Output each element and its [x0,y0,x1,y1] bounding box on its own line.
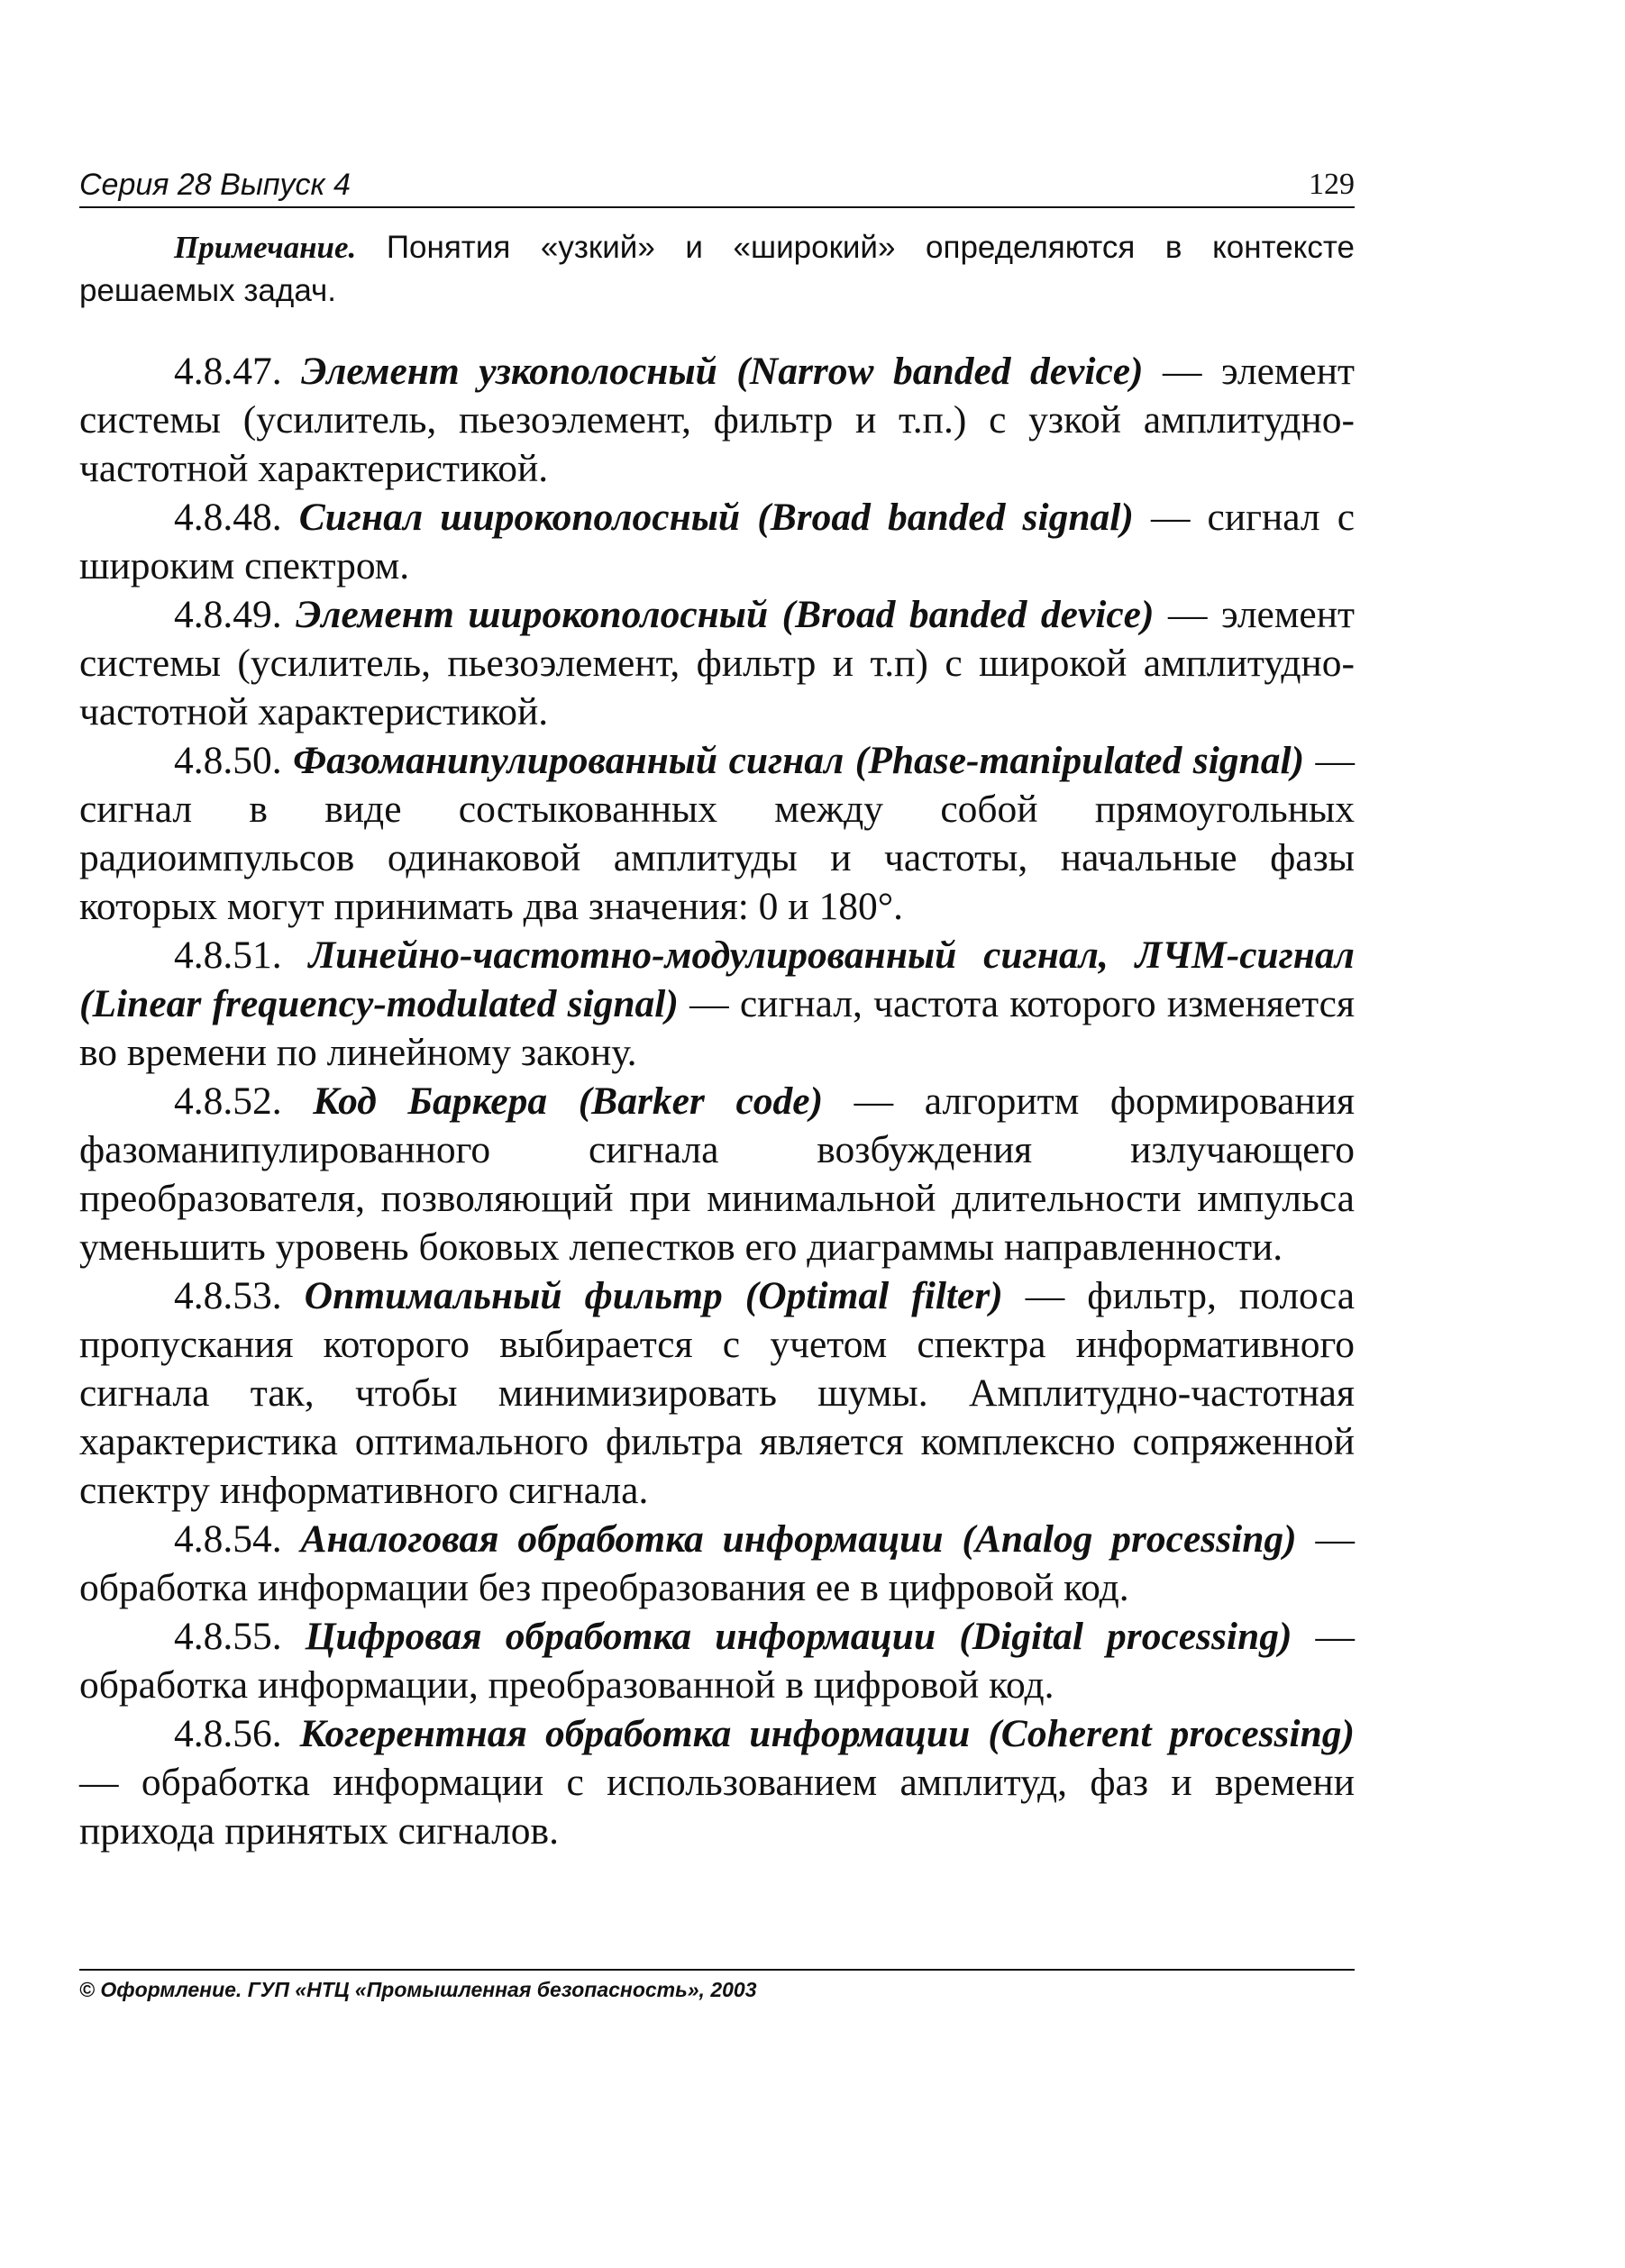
entry-definition: — обработка информации без преобразования ее в цифровой код. [79,1517,1356,1609]
definition-entry [79,347,1355,493]
note-paragraph [79,226,1355,313]
entry-definition: — элемент системы (усилитель, пьезоэлемент, фильтр и т.п.) с узкой амплитудно-частотной характеристикой. [79,350,1356,490]
definition-entry [79,1271,1355,1515]
entry-definition: — фильтр, полоса пропускания которого выбирается с учетом спектра информативного сигнала так, чтобы минимизировать шумы. Амплитудно-частотная характеристика оптимального фильтра является комплексно сопряженной спектру информативного сигнала. [79,1274,1356,1512]
entry-definition: — сигнал с широким спектром. [79,496,1356,587]
entry-term: Элемент узкополосный (Narrow banded device) [301,350,1144,393]
entry-term: Линейно-частотно-модулированный сигнал, ЛЧМ-сигнал (Linear frequency-modulated signal) [79,934,1355,1025]
entry-number: 4.8.50. [174,739,282,782]
definition-entry [79,590,1355,736]
entry-definition: — сигнал, частота которого изменяется во времени по линейному закону. [79,982,1355,1074]
entry-number: 4.8.56. [174,1712,282,1755]
entry-number: 4.8.51. [174,934,282,977]
entry-definition: — элемент системы (усилитель, пьезоэлемент, фильтр и т.п) с широкой амплитудно-частотной характеристикой. [79,593,1355,733]
entry-term: Фазоманипулированный сигнал (Phase-manipulated signal) [293,739,1305,782]
note-label: Примечание. [174,230,357,265]
page-header [79,167,1355,208]
entry-term: Оптимальный фильтр (Optimal filter) [304,1274,1003,1317]
entry-term: Когерентная обработка информации (Coherent processing) [299,1712,1356,1755]
entry-number: 4.8.48. [174,496,282,539]
entry-term: Сигнал широкополосный (Broad banded signal) [298,496,1134,539]
entry-number: 4.8.55. [174,1615,282,1658]
entry-number: 4.8.54. [174,1517,282,1561]
copyright-text: © Оформление. ГУП «НТЦ «Промышленная безопасность», 2003 [79,1978,757,2001]
entry-definition: — алгоритм формирования фазоманипулированного сигнала возбуждения излучающего преобразователя, позволяющий при минимальной длительности импульса уменьшить уровень боковых лепестков его диаграммы направленности. [79,1079,1355,1269]
entry-number: 4.8.47. [174,350,282,393]
definition-entry [79,493,1355,590]
entry-number: 4.8.53. [174,1274,282,1317]
definition-list [79,347,1355,1855]
entry-number: 4.8.49. [174,593,282,636]
entry-definition: — обработка информации, преобразованной в цифровой код. [79,1615,1356,1707]
entry-term: Код Баркера (Barker code) [313,1079,824,1123]
definition-entry [79,931,1355,1077]
definition-entry [79,1709,1355,1855]
entry-term: Цифровая обработка информации (Digital processing) [305,1615,1292,1658]
definition-entry [79,1515,1355,1612]
page-footer [79,1969,1355,2002]
entry-definition: — сигнал в виде состыкованных между собой прямоугольных радиоимпульсов одинаковой амплитуды и частоты, начальные фазы которых могут принимать два значения: 0 и 180°. [79,739,1356,928]
page-number: 129 [1309,168,1355,201]
series-title: Серия 28 Выпуск 4 [79,168,351,202]
entry-term: Элемент широкополосный (Broad banded device) [296,593,1155,636]
definition-entry [79,736,1355,931]
document-page [79,167,1355,1855]
definition-entry [79,1612,1355,1709]
entry-number: 4.8.52. [174,1079,282,1123]
entry-definition: — обработка информации с использованием амплитуд, фаз и времени прихода принятых сигналов. [79,1761,1355,1853]
entry-term: Аналоговая обработка информации (Analog processing) [300,1517,1297,1561]
note-text: Понятия «узкий» и «широкий» определяются в контексте решаемых задач. [79,230,1355,308]
definition-entry [79,1077,1355,1271]
